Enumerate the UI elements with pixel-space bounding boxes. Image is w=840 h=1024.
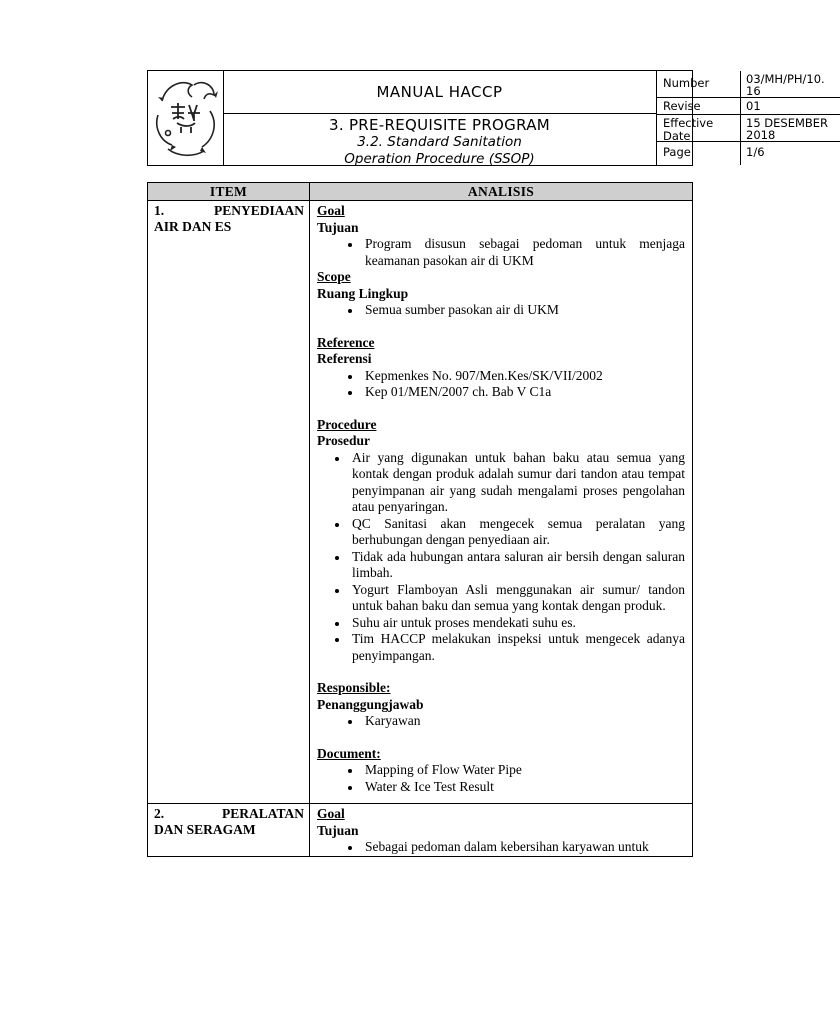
table-header-row [148,183,693,201]
list-item: • Sebagai pedoman dalam kebersihan karyawan untuk [362,839,685,856]
title-column [223,71,657,165]
column-header-analisis: ANALISIS [310,183,693,201]
meta-row-effective-date [657,115,840,142]
list-item: • Tim HACCP melakukan inspeksi untuk mengecek adanya penyimpangan. [349,631,685,664]
item-title-rest: AIR DAN ES [154,219,232,234]
goal-list [317,839,685,856]
analisis-cell [310,804,693,857]
meta-key: Effective Date [657,115,741,141]
item-title-rest: DAN SERAGAM [154,822,256,837]
list-item: • Semua sumber pasokan air di UKM [362,302,685,319]
item-title-line [154,806,304,822]
scope-heading-id: Ruang Lingkup [317,285,409,301]
meta-key: Page [657,142,741,165]
table-row [148,804,693,857]
item-word: PENYEDIAAN [213,203,304,218]
meta-value: 1/6 [746,145,765,159]
procedure-list [317,450,685,665]
document-meta [657,71,840,165]
goal-list [317,236,685,269]
reference-list [317,368,685,401]
document-title: MANUAL HACCP [223,71,656,114]
item-title-line [154,203,304,219]
item-cell [148,804,310,857]
scope-list [317,302,685,319]
scope-heading: Scope [317,269,351,284]
reference-heading-id: Referensi [317,351,372,366]
meta-value: 01 [746,99,761,113]
responsible-heading: Responsible: [317,680,391,695]
fish-logo-icon [148,71,223,165]
subtitle-line-2: Operation Procedure (SSOP) [344,151,535,167]
responsible-heading-id: Penanggungjawab [317,696,424,712]
procedure-heading-id: Prosedur [317,433,370,448]
meta-key: Number [657,71,741,97]
item-cell [148,201,310,804]
goal-heading: Goal [317,203,345,218]
program-block [223,114,656,165]
list-item: • Air yang digunakan untuk bahan baku atau semua yang kontak dengan produk adalah sumur dari tandon atau tempat penyimpanan air yang sudah mengalami proses pengolahan atau penyaringan. [349,450,685,516]
document-header [147,70,829,167]
list-item: • Tidak ada hubungan antara saluran air bersih dengan saluran limbah. [349,549,685,582]
program-title: 3. PRE-REQUISITE PROGRAM [328,116,550,134]
subtitle-line-1: 3.2. Standard Sanitation [357,134,522,150]
meta-value: 15 DESEMBER 2018 [746,116,829,142]
list-item: • Water & Ice Test Result [362,779,685,796]
responsible-list [317,713,685,730]
meta-row-page [657,142,840,165]
list-item: • QC Sanitasi akan mengecek semua peralatan yang berhubungan dengan penyediaan air. [349,516,685,549]
list-item: • Kepmenkes No. 907/Men.Kes/SK/VII/2002 [362,368,685,385]
ssop-table [147,182,693,857]
table-row [148,201,693,804]
goal-heading: Goal [317,806,345,821]
company-logo [148,71,224,165]
list-item: • Yogurt Flamboyan Asli menggunakan air sumur/ tandon untuk bahan baku dan semua yang kontak dengan produk. [349,582,685,615]
item-number: 1. [154,203,165,218]
list-item: • Karyawan [362,713,685,730]
document-list [317,762,685,795]
analisis-cell [310,201,693,804]
list-item: • Program disusun sebagai pedoman untuk menjaga keamanan pasokan air di UKM [362,236,685,269]
meta-key: Revise [657,98,741,114]
item-word: PERALATAN [221,806,304,821]
reference-heading: Reference [317,334,375,350]
meta-value: 03/MH/PH/10. 16 [746,72,825,98]
list-item: • Suhu air untuk proses mendekati suhu es. [349,615,685,632]
goal-heading-id: Tujuan [317,822,359,838]
list-item: • Mapping of Flow Water Pipe [362,762,685,779]
document-heading: Document: [317,745,381,761]
column-header-item: ITEM [148,183,310,201]
goal-heading-id: Tujuan [317,219,359,235]
procedure-heading: Procedure [317,416,377,432]
item-number: 2. [154,806,165,821]
list-item: • Kep 01/MEN/2007 ch. Bab V C1a [362,384,685,401]
meta-row-number [657,71,840,98]
meta-row-revise [657,98,840,115]
